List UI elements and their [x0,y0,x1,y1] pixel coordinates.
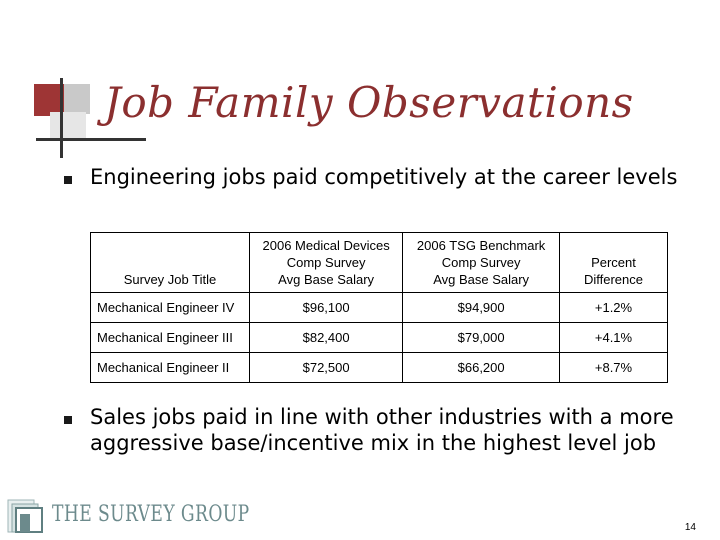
header-medical-devices-salary: 2006 Medical Devices Comp Survey Avg Base Salary [249,233,402,293]
title-decoration-vertical-line [60,78,63,158]
bullet-square-icon [64,176,72,184]
cell-job-title: Mechanical Engineer II [91,353,250,383]
table-row [91,293,668,323]
table-header-row [91,233,668,293]
page-number: 14 [684,522,696,533]
cell-tsg-salary: $66,200 [403,353,560,383]
cell-percent-difference: +1.2% [559,293,667,323]
cell-percent-difference: +8.7% [559,353,667,383]
cell-medical-devices-salary: $72,500 [249,353,402,383]
title-decoration-horizontal-line [36,138,146,141]
title-decoration-grey-square [64,84,90,114]
table-row [91,323,668,353]
title-decoration-light-square [50,112,86,138]
header-percent-difference: Percent Difference [559,233,667,293]
survey-group-logo [6,498,250,534]
cell-percent-difference: +4.1% [559,323,667,353]
header-survey-job-title: Survey Job Title [91,233,250,293]
slide-title: Job Family Observations [104,78,634,127]
cell-tsg-salary: $94,900 [403,293,560,323]
header-tsg-benchmark-salary: 2006 TSG Benchmark Comp Survey Avg Base Salary [403,233,560,293]
cell-medical-devices-salary: $82,400 [249,323,402,353]
cell-job-title: Mechanical Engineer III [91,323,250,353]
survey-group-logo-icon [6,498,46,534]
bullet-text-sales: Sales jobs paid in line with other industries with a more aggressive base/incentive mix in the highest level job [90,405,674,455]
cell-job-title: Mechanical Engineer IV [91,293,250,323]
survey-group-logo-text: THE SURVEY GROUP [52,502,250,527]
salary-comparison-table [90,232,668,383]
bullet-square-icon [64,416,72,424]
table-row [91,353,668,383]
cell-tsg-salary: $79,000 [403,323,560,353]
bullet-text-engineering: Engineering jobs paid competitively at the career levels [90,165,678,189]
cell-medical-devices-salary: $96,100 [249,293,402,323]
